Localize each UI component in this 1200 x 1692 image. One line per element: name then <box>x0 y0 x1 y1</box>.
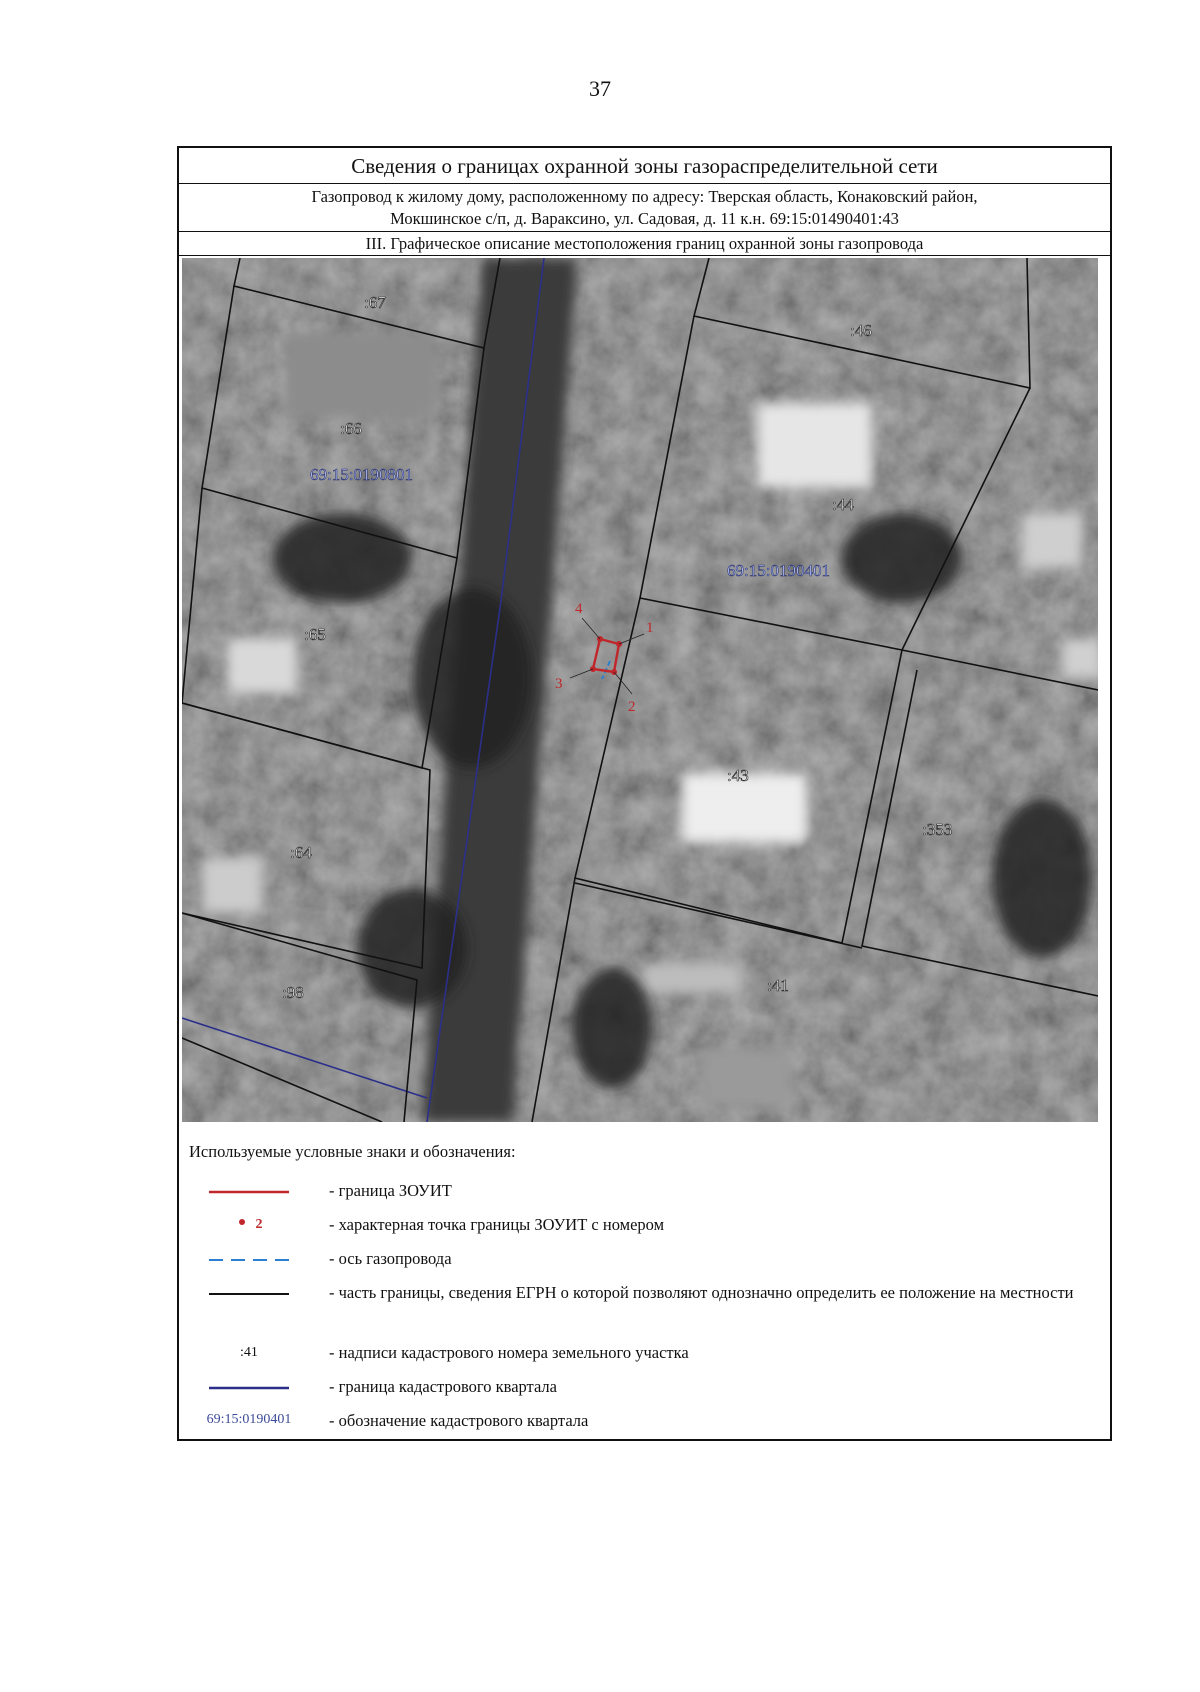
building-44 <box>757 403 872 488</box>
legend-parcel-number-sample: :41 <box>240 1345 258 1360</box>
document-sheet <box>177 146 1112 1441</box>
legend-text-quarter-label: - обозначение кадастрового квартала <box>329 1411 589 1430</box>
legend-item-quarter-label <box>189 1406 1099 1436</box>
building-44b <box>1022 513 1082 568</box>
legend-item-zouit-point <box>189 1210 1099 1240</box>
document-title: Сведения о границах охранной зоны газораспределительной сети <box>179 148 1110 184</box>
parcel-label-46: :46 <box>850 321 872 340</box>
building-41 <box>642 963 742 993</box>
aerial-map <box>182 258 1098 1122</box>
map-canvas <box>182 258 1098 1122</box>
quarter-label-0190801: 69:15:0190801 <box>310 465 413 484</box>
red-line-icon <box>189 1176 309 1206</box>
legend-item-parcel-boundary <box>189 1278 1099 1334</box>
legend-text-parcel-number: - надписи кадастрового номера земельного участка <box>329 1343 689 1362</box>
trees-6 <box>992 798 1092 958</box>
trees-4 <box>842 513 962 603</box>
legend-heading: Используемые условные знаки и обозначения: <box>189 1142 516 1161</box>
navy-line-icon <box>189 1372 309 1402</box>
point-label-4: 4 <box>575 601 583 617</box>
legend-text-zouit-point: - характерная точка границы ЗОУИТ с номером <box>329 1215 665 1234</box>
subtitle-line-1: Газопровод к жилому дому, расположенному по адресу: Тверская область, Конаковский район, <box>311 187 978 206</box>
legend-point-label: 2 <box>255 1217 263 1232</box>
subtitle-line-2: Мокшинское с/п, д. Вараксино, ул. Садовая, д. 11 к.н. 69:15:01490401:43 <box>390 209 899 228</box>
parcel-label-44: :44 <box>832 495 854 514</box>
quarter-label-0190401: 69:15:0190401 <box>727 561 830 580</box>
trees-5 <box>572 968 652 1088</box>
point-label-2: 2 <box>628 699 636 715</box>
building-66 <box>287 333 437 418</box>
black-line-icon <box>189 1278 309 1308</box>
building-353-top <box>1062 638 1098 678</box>
trees-3 <box>357 888 467 1008</box>
legend-text-zouit-boundary: - граница ЗОУИТ <box>329 1181 452 1200</box>
legend-text-parcel-boundary: - часть границы, сведения ЕГРН о которой позволяют однозначно определить ее положение на местности <box>329 1283 1074 1302</box>
parcel-label-41: :41 <box>767 976 789 995</box>
parcel-label-66: :66 <box>340 419 362 438</box>
parcel-label-65: :65 <box>304 625 326 644</box>
parcel-label-43: :43 <box>727 766 749 785</box>
trees-2 <box>412 588 532 768</box>
legend-item-zouit-boundary <box>189 1176 1099 1206</box>
parcel-label-353: :353 <box>922 820 953 839</box>
parcel-label-98: :98 <box>282 983 304 1002</box>
building-65 <box>227 638 297 693</box>
point-label-1: 1 <box>646 620 654 636</box>
legend-quarter-label-sample: 69:15:0190401 <box>206 1412 292 1427</box>
legend-text-quarter-boundary: - граница кадастрового квартала <box>329 1377 557 1396</box>
building-64 <box>202 858 262 913</box>
parcel-label-64: :64 <box>290 843 312 862</box>
section-title: III. Графическое описание местоположения границ охранной зоны газопровода <box>179 232 1110 256</box>
building-41b <box>702 1048 792 1108</box>
page-number: 37 <box>589 76 611 101</box>
parcel-label-67: :67 <box>364 293 386 312</box>
point-label-3: 3 <box>555 676 563 692</box>
document-subtitle <box>179 184 1110 232</box>
legend-text-gas-axis: - ось газопровода <box>329 1249 452 1268</box>
legend-item-quarter-boundary <box>189 1372 1099 1402</box>
legend-item-parcel-number <box>189 1338 1099 1368</box>
blue-dashed-line-icon <box>189 1244 309 1274</box>
legend-item-gas-axis <box>189 1244 1099 1274</box>
